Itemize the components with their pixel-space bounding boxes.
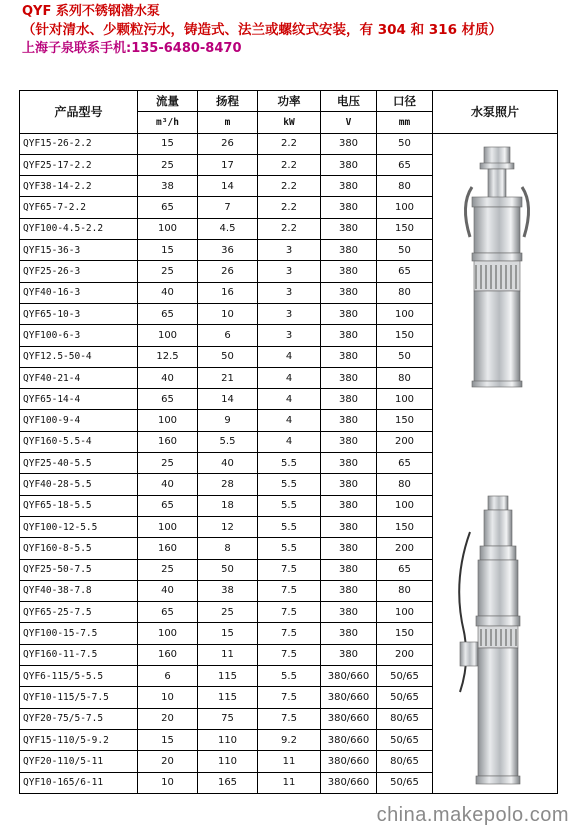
row-head: 26 — [198, 133, 258, 154]
row-voltage: 380 — [321, 580, 377, 601]
row-outlet: 80/65 — [377, 751, 433, 772]
page-subtitle: （针对清水、少颗粒污水，铸造式、法兰或螺纹式安装，有 304 和 316 材质） — [22, 22, 503, 38]
row-flow: 65 — [138, 495, 198, 516]
row-model: QYF65-25-7.5 — [20, 602, 138, 623]
row-model: QYF40-21-4 — [20, 367, 138, 388]
row-voltage: 380/660 — [321, 687, 377, 708]
row-voltage: 380 — [321, 197, 377, 218]
row-outlet: 50/65 — [377, 666, 433, 687]
row-flow: 20 — [138, 708, 198, 729]
row-voltage: 380 — [321, 325, 377, 346]
row-power: 4 — [258, 431, 321, 452]
row-voltage: 380 — [321, 495, 377, 516]
row-head: 21 — [198, 367, 258, 388]
row-head: 50 — [198, 346, 258, 367]
row-flow: 65 — [138, 303, 198, 324]
row-power: 4 — [258, 346, 321, 367]
pump-icon — [450, 145, 550, 390]
row-model: QYF65-10-3 — [20, 303, 138, 324]
header-power: 功率 — [258, 91, 321, 112]
row-power: 4 — [258, 389, 321, 410]
row-flow: 40 — [138, 474, 198, 495]
row-power: 2.2 — [258, 154, 321, 175]
row-voltage: 380 — [321, 303, 377, 324]
row-outlet: 50 — [377, 346, 433, 367]
row-power: 5.5 — [258, 453, 321, 474]
row-voltage: 380/660 — [321, 751, 377, 772]
row-outlet: 65 — [377, 453, 433, 474]
row-outlet: 80 — [377, 367, 433, 388]
row-model: QYF100-12-5.5 — [20, 516, 138, 537]
row-voltage: 380 — [321, 154, 377, 175]
row-head: 14 — [198, 176, 258, 197]
row-power: 7.5 — [258, 687, 321, 708]
row-outlet: 100 — [377, 389, 433, 410]
row-head: 4.5 — [198, 218, 258, 239]
header-voltage: 电压 — [321, 91, 377, 112]
row-voltage: 380 — [321, 431, 377, 452]
row-power: 7.5 — [258, 580, 321, 601]
row-model: QYF15-110/5-9.2 — [20, 729, 138, 750]
row-head: 50 — [198, 559, 258, 580]
unit-outlet: mm — [377, 112, 433, 133]
row-outlet: 50 — [377, 240, 433, 261]
row-flow: 100 — [138, 218, 198, 239]
row-flow: 65 — [138, 197, 198, 218]
header-model: 产品型号 — [20, 91, 138, 134]
row-model: QYF40-28-5.5 — [20, 474, 138, 495]
row-head: 165 — [198, 772, 258, 793]
row-model: QYF40-38-7.8 — [20, 580, 138, 601]
row-outlet: 80 — [377, 176, 433, 197]
row-voltage: 380 — [321, 602, 377, 623]
row-flow: 40 — [138, 367, 198, 388]
row-outlet: 200 — [377, 538, 433, 559]
row-outlet: 50/65 — [377, 729, 433, 750]
header-outlet: 口径 — [377, 91, 433, 112]
row-head: 38 — [198, 580, 258, 601]
row-flow: 12.5 — [138, 346, 198, 367]
row-flow: 25 — [138, 154, 198, 175]
row-model: QYF15-26-2.2 — [20, 133, 138, 154]
row-voltage: 380 — [321, 516, 377, 537]
row-flow: 40 — [138, 580, 198, 601]
row-power: 4 — [258, 367, 321, 388]
row-outlet: 150 — [377, 218, 433, 239]
row-voltage: 380 — [321, 410, 377, 431]
row-model: QYF20-110/5-11 — [20, 751, 138, 772]
row-outlet: 100 — [377, 602, 433, 623]
row-head: 16 — [198, 282, 258, 303]
row-voltage: 380 — [321, 367, 377, 388]
row-voltage: 380 — [321, 644, 377, 665]
row-power: 7.5 — [258, 559, 321, 580]
row-head: 9 — [198, 410, 258, 431]
row-voltage: 380/660 — [321, 708, 377, 729]
row-model: QYF160-5.5-4 — [20, 431, 138, 452]
row-head: 11 — [198, 644, 258, 665]
row-model: QYF10-115/5-7.5 — [20, 687, 138, 708]
row-flow: 10 — [138, 687, 198, 708]
row-outlet: 200 — [377, 644, 433, 665]
row-outlet: 100 — [377, 495, 433, 516]
pump-icon — [450, 492, 550, 792]
row-voltage: 380 — [321, 538, 377, 559]
row-power: 2.2 — [258, 133, 321, 154]
row-head: 36 — [198, 240, 258, 261]
row-power: 5.5 — [258, 474, 321, 495]
row-outlet: 80 — [377, 474, 433, 495]
row-model: QYF40-16-3 — [20, 282, 138, 303]
row-outlet: 150 — [377, 410, 433, 431]
unit-flow: m³/h — [138, 112, 198, 133]
row-outlet: 150 — [377, 516, 433, 537]
row-head: 110 — [198, 751, 258, 772]
row-model: QYF160-8-5.5 — [20, 538, 138, 559]
row-voltage: 380 — [321, 261, 377, 282]
row-voltage: 380 — [321, 623, 377, 644]
row-outlet: 50 — [377, 133, 433, 154]
row-flow: 160 — [138, 538, 198, 559]
row-head: 7 — [198, 197, 258, 218]
row-model: QYF38-14-2.2 — [20, 176, 138, 197]
header-photo: 水泵照片 — [433, 91, 558, 134]
row-model: QYF65-7-2.2 — [20, 197, 138, 218]
row-power: 7.5 — [258, 623, 321, 644]
row-head: 25 — [198, 602, 258, 623]
row-power: 7.5 — [258, 644, 321, 665]
row-head: 17 — [198, 154, 258, 175]
unit-voltage: V — [321, 112, 377, 133]
row-outlet: 50/65 — [377, 687, 433, 708]
unit-power: kW — [258, 112, 321, 133]
row-power: 11 — [258, 751, 321, 772]
row-head: 10 — [198, 303, 258, 324]
row-flow: 100 — [138, 623, 198, 644]
unit-head: m — [198, 112, 258, 133]
row-power: 5.5 — [258, 538, 321, 559]
row-outlet: 65 — [377, 154, 433, 175]
row-model: QYF100-6-3 — [20, 325, 138, 346]
row-power: 5.5 — [258, 495, 321, 516]
row-model: QYF25-26-3 — [20, 261, 138, 282]
row-model: QYF25-50-7.5 — [20, 559, 138, 580]
row-head: 14 — [198, 389, 258, 410]
row-power: 9.2 — [258, 729, 321, 750]
row-head: 8 — [198, 538, 258, 559]
row-voltage: 380 — [321, 346, 377, 367]
row-flow: 160 — [138, 644, 198, 665]
row-power: 7.5 — [258, 708, 321, 729]
row-flow: 15 — [138, 729, 198, 750]
row-flow: 25 — [138, 453, 198, 474]
watermark: china.makepolo.com — [376, 804, 569, 826]
row-outlet: 80/65 — [377, 708, 433, 729]
row-model: QYF65-14-4 — [20, 389, 138, 410]
row-flow: 100 — [138, 410, 198, 431]
row-head: 12 — [198, 516, 258, 537]
row-flow: 65 — [138, 389, 198, 410]
row-flow: 25 — [138, 559, 198, 580]
row-flow: 100 — [138, 325, 198, 346]
row-model: QYF25-40-5.5 — [20, 453, 138, 474]
row-model: QYF100-4.5-2.2 — [20, 218, 138, 239]
row-outlet: 80 — [377, 282, 433, 303]
row-power: 2.2 — [258, 197, 321, 218]
row-head: 18 — [198, 495, 258, 516]
row-power: 3 — [258, 240, 321, 261]
row-outlet: 65 — [377, 261, 433, 282]
row-head: 15 — [198, 623, 258, 644]
row-flow: 20 — [138, 751, 198, 772]
row-voltage: 380 — [321, 218, 377, 239]
row-outlet: 100 — [377, 197, 433, 218]
row-model: QYF10-165/6-11 — [20, 772, 138, 793]
row-model: QYF65-18-5.5 — [20, 495, 138, 516]
row-voltage: 380/660 — [321, 729, 377, 750]
row-model: QYF25-17-2.2 — [20, 154, 138, 175]
row-head: 75 — [198, 708, 258, 729]
row-head: 40 — [198, 453, 258, 474]
row-head: 28 — [198, 474, 258, 495]
row-power: 5.5 — [258, 516, 321, 537]
row-head: 6 — [198, 325, 258, 346]
row-power: 4 — [258, 410, 321, 431]
row-model: QYF6-115/5-5.5 — [20, 666, 138, 687]
row-model: QYF160-11-7.5 — [20, 644, 138, 665]
row-flow: 6 — [138, 666, 198, 687]
row-outlet: 150 — [377, 623, 433, 644]
row-voltage: 380 — [321, 176, 377, 197]
row-power: 3 — [258, 282, 321, 303]
row-voltage: 380 — [321, 453, 377, 474]
row-flow: 10 — [138, 772, 198, 793]
row-voltage: 380 — [321, 389, 377, 410]
header-head: 扬程 — [198, 91, 258, 112]
page-title: QYF 系列不锈钢潜水泵 — [22, 4, 160, 19]
row-flow: 160 — [138, 431, 198, 452]
row-voltage: 380 — [321, 474, 377, 495]
row-flow: 15 — [138, 240, 198, 261]
contact-line: 上海子泉联系手机:135-6480-8470 — [22, 41, 242, 56]
row-flow: 25 — [138, 261, 198, 282]
row-outlet: 80 — [377, 580, 433, 601]
row-outlet: 150 — [377, 325, 433, 346]
row-head: 110 — [198, 729, 258, 750]
row-flow: 38 — [138, 176, 198, 197]
row-outlet: 100 — [377, 303, 433, 324]
row-voltage: 380 — [321, 240, 377, 261]
row-power: 3 — [258, 303, 321, 324]
row-head: 5.5 — [198, 431, 258, 452]
row-outlet: 50/65 — [377, 772, 433, 793]
row-power: 7.5 — [258, 602, 321, 623]
row-voltage: 380/660 — [321, 666, 377, 687]
row-head: 26 — [198, 261, 258, 282]
row-head: 115 — [198, 687, 258, 708]
row-power: 3 — [258, 325, 321, 346]
row-flow: 65 — [138, 602, 198, 623]
header-flow: 流量 — [138, 91, 198, 112]
row-flow: 15 — [138, 133, 198, 154]
row-voltage: 380/660 — [321, 772, 377, 793]
row-model: QYF12.5-50-4 — [20, 346, 138, 367]
row-flow: 40 — [138, 282, 198, 303]
row-power: 11 — [258, 772, 321, 793]
row-voltage: 380 — [321, 559, 377, 580]
row-outlet: 200 — [377, 431, 433, 452]
row-model: QYF20-75/5-7.5 — [20, 708, 138, 729]
row-power: 5.5 — [258, 666, 321, 687]
row-model: QYF100-15-7.5 — [20, 623, 138, 644]
row-voltage: 380 — [321, 282, 377, 303]
row-voltage: 380 — [321, 133, 377, 154]
row-outlet: 65 — [377, 559, 433, 580]
row-head: 115 — [198, 666, 258, 687]
row-power: 2.2 — [258, 218, 321, 239]
row-model: QYF15-36-3 — [20, 240, 138, 261]
row-power: 2.2 — [258, 176, 321, 197]
row-power: 3 — [258, 261, 321, 282]
row-flow: 100 — [138, 516, 198, 537]
row-model: QYF100-9-4 — [20, 410, 138, 431]
